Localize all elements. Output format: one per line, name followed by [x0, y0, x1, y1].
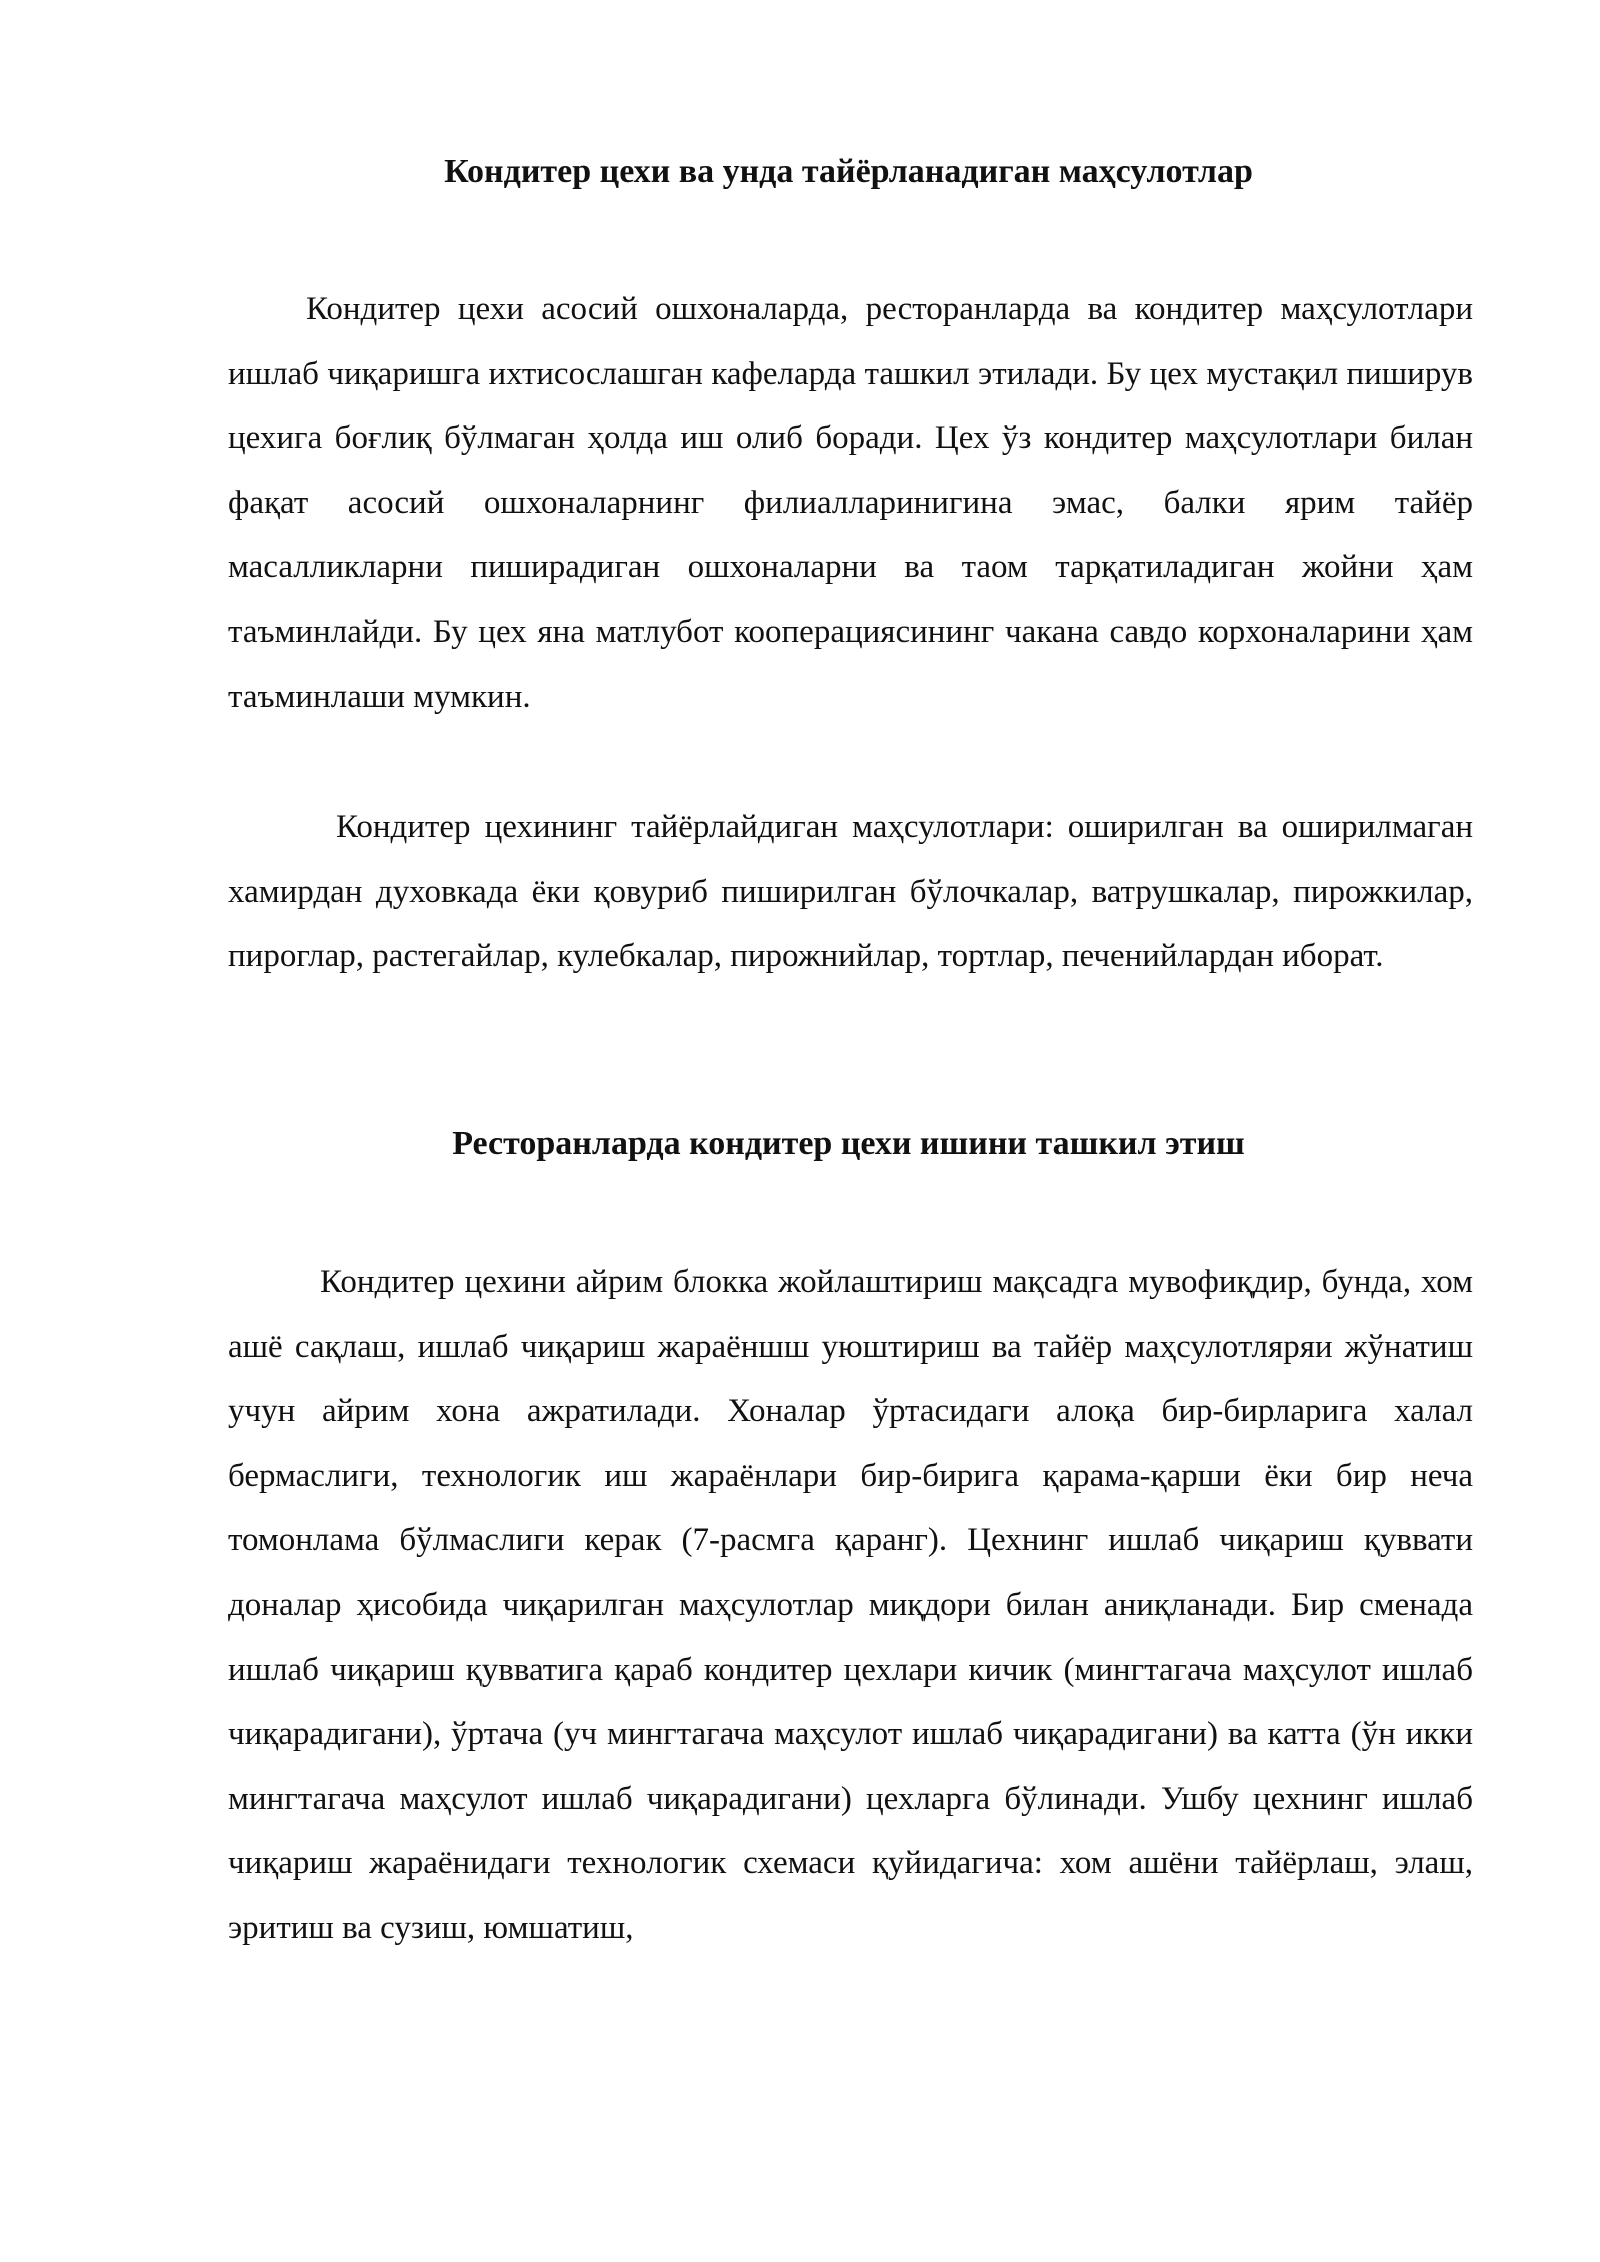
paragraph-shop-products: Кондитер цехининг тайёрлайдиган маҳсулотлари: оширилган ва оширилмаган хамирдан духовкада ёки қовуриб пиширилган бўлочкалар, ватрушкалар, пирожкилар, пироглар, растегайлар, кулебкалар, пирожнийлар, тортлар, печенийлардан иборат. — [228, 809, 1473, 975]
section-heading-confectionery-shop: Кондитер цехи ва унда тайёрланадиган маҳсулотлар — [444, 153, 1253, 190]
paragraph-shop-organization: Кондитер цехи асосий ошхоналарда, ресторанларда ва кондитер маҳсулотлари ишлаб чиқаришга ихтисослашган кафеларда ташкил этилади. Бу цех мустақил пиширув цехига боғлиқ бўлмаган ҳолда иш олиб боради. Цех ўз кондитер маҳсулотлари билан фақат асосий ошхоналарнинг филиалларинигина эмас, балки ярим тайёр масалликларни пиширадиган ошхоналарни ва таом тарқатиладиган жойни ҳам таъминлайди. Бу цех яна матлубот кооперациясининг чакана савдо корхоналарини ҳам таъминлаши мумкин. — [228, 291, 1473, 715]
section-heading-restaurant-shop-work: Ресторанларда кондитер цехи ишини ташкил этиш — [452, 1125, 1245, 1162]
paragraph-shop-capacity: Кондитер цехини айрим блокка жойлаштириш мақсадга мувофиқдир, бунда, хом ашё сақлаш, ишлаб чиқариш жараёншш уюштириш ва тайёр маҳсулотляряи жўнатиш учун айрим хона ажратилади. Хоналар ўртасидаги алоқа бир-бирларига халал бермаслиги, технологик иш жараёнлари бир-бирига қарама-қарши ёки бир неча томонлама бўлмаслиги керак (7-расмга қаранг). Цехнинг ишлаб чиқариш қуввати доналар ҳисобида чиқарилган маҳсулотлар миқдори билан аниқланади. Бир сменада ишлаб чиқариш қувватига қараб кондитер цехлари кичик (мингтагача маҳсулот ишлаб чиқарадигани), ўртача (уч мингтагача маҳсулот ишлаб чиқарадигани) ва катта (ўн икки мингтагача маҳсулот ишлаб чиқарадигани) цехларга бўлинади. Ушбу цехнинг ишлаб чиқариш жараёнидаги технологик схемаси қуйидагича: хом ашёни тайёрлаш, элаш, эритиш ва сузиш, юмшатиш, — [228, 1264, 1473, 1946]
